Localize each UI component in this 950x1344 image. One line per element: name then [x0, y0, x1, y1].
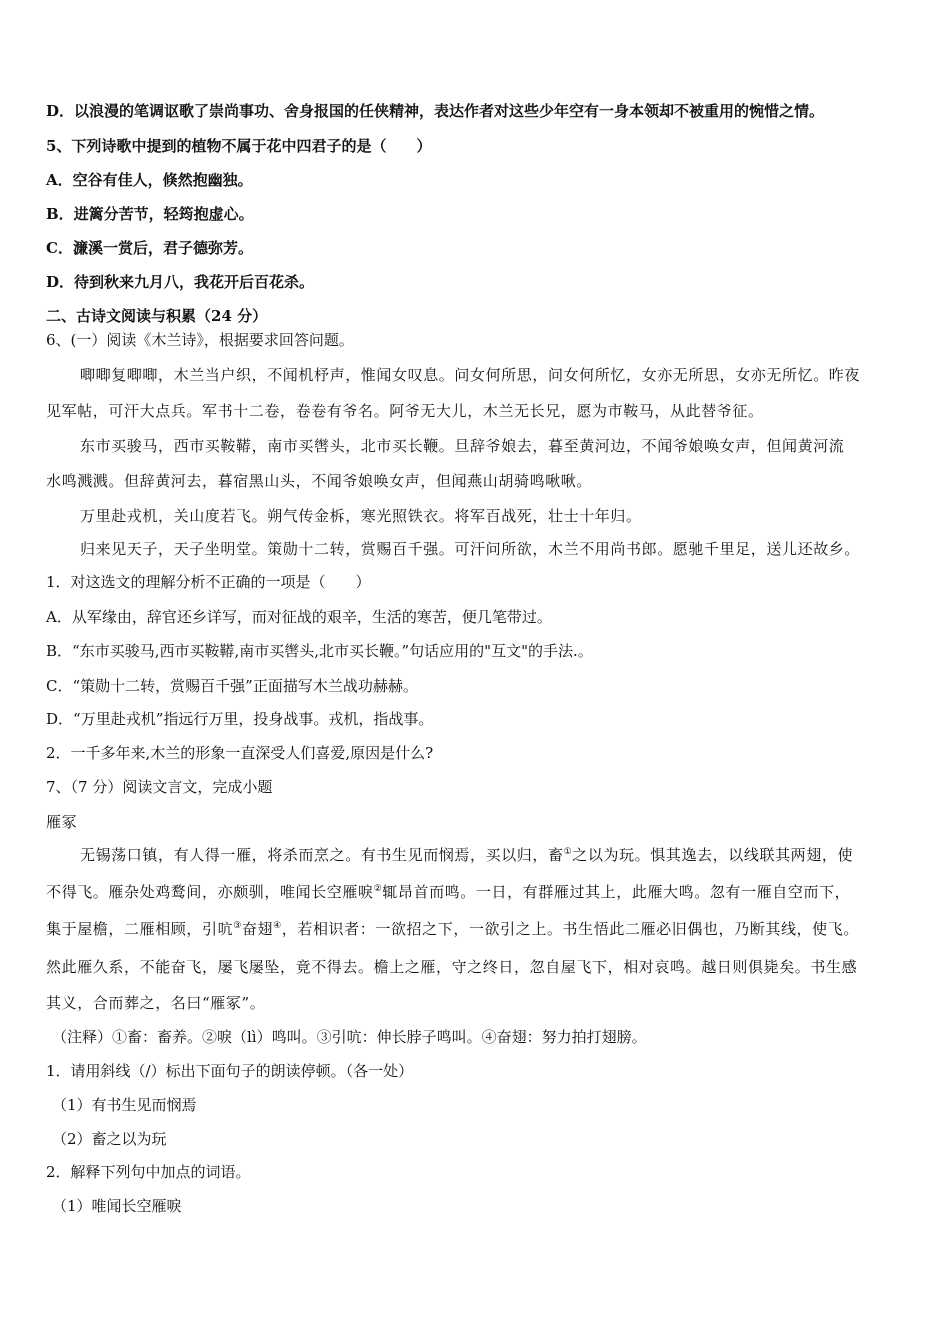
passage-title: 雁冢	[46, 813, 78, 831]
q6-stem: 6、(一）阅读《木兰诗》，根据要求回答问题。	[46, 331, 354, 349]
q7-sub1-item: （1）有书生见而悯焉	[52, 1096, 197, 1114]
q6-sub2-stem: 2．一千多年来,木兰的形象一直深受人们喜爱,原因是什么?	[46, 744, 434, 762]
note-marker: ①	[563, 847, 573, 857]
q6-sub1-option-d: D．“万里赴戎机”指远行万里，投身战事。戎机，指战事。	[46, 710, 434, 728]
poem-line: 见军帖，可汗大点兵。军书十二卷，卷卷有爷名。阿爷无大儿，木兰无长兄，愿为市鞍马，从此替爷征。	[46, 402, 764, 420]
q7-sub2-item: （1）唯闻长空雁唳	[52, 1197, 182, 1215]
section-heading: 二、古诗文阅读与积累（24 分）	[46, 307, 268, 325]
passage-line: 然此雁久系，不能奋飞，屡飞屡坠，竟不得去。檐上之雁，守之终日，忽自屋飞下，相对哀鸣。越日则俱毙矣。书生感	[46, 958, 858, 976]
poem-line: 水鸣溅溅。但辞黄河去，暮宿黑山头，不闻爷娘唤女声，但闻燕山胡骑鸣啾啾。	[46, 472, 593, 490]
passage-line: 其义，合而葬之，名曰“雁冢”。	[46, 994, 266, 1012]
passage-line: 不得飞。雁杂处鸡鹜间，亦颇驯，唯闻长空雁唳②辄昂首而鸣。一日，有群雁过其上，此雁大鸣。忽有一雁自空而下，	[46, 883, 851, 901]
note-marker: ②	[373, 884, 383, 894]
q6-sub1-option-c: C．“策勋十二转，赏赐百千强”正面描写木兰战功赫赫。	[46, 677, 418, 695]
passage-line: 集于屋檐，二雁相顾，引吭③奋翅④，若相识者：一欲招之下，一欲引之上。书生悟此二雁必旧偶也，乃断其线，使飞。	[46, 920, 859, 938]
q6-sub1-option-a: A．从军缘由，辞官还乡详写，而对征战的艰辛，生活的寒苦，便几笔带过。	[46, 608, 552, 626]
poem-line: 唧唧复唧唧，木兰当户织，不闻机杼声，惟闻女叹息。问女何所思，问女何所忆，女亦无所思，女亦无所忆。昨夜	[80, 366, 861, 384]
q5-stem: 5、下列诗歌中提到的植物不属于花中四君子的是（ ）	[46, 137, 432, 155]
q7-sub2-stem: 2．解释下列句中加点的词语。	[46, 1163, 251, 1181]
q5-option-d: D．待到秋来九月八，我花开后百花杀。	[46, 273, 315, 291]
q7-sub1-stem: 1．请用斜线（/）标出下面句子的朗读停顿。（各一处）	[46, 1062, 414, 1080]
q6-sub1-stem: 1．对这选文的理解分析不正确的一项是（ ）	[46, 573, 371, 591]
q5-option-b: B．进篱分苦节，轻筠抱虚心。	[46, 205, 254, 223]
q7-stem: 7、（7 分）阅读文言文，完成小题	[46, 778, 273, 796]
poem-line: 东市买骏马，西市买鞍鞯，南市买辔头，北市买长鞭。旦辞爷娘去，暮至黄河边，不闻爷娘唤女声，但闻黄河流	[80, 437, 845, 455]
note-marker: ③	[233, 921, 242, 931]
passage-line: 无锡荡口镇，有人得一雁，将杀而烹之。有书生见而悯焉，买以归，畜①之以为玩。惧其逸去，以线联其两翅，使	[80, 846, 854, 864]
q5-option-a: A．空谷有佳人，倏然抱幽独。	[46, 171, 253, 189]
q4-option-d: D．以浪漫的笔调讴歌了崇尚事功、舍身报国的任侠精神，表达作者对这些少年空有一身本领却不被重用的惋惜之情。	[46, 102, 825, 120]
poem-line: 归来见天子，天子坐明堂。策勋十二转，赏赐百千强。可汗问所欲，木兰不用尚书郎。愿驰千里足，送儿还故乡。	[80, 540, 861, 558]
note-marker: ④	[273, 921, 282, 931]
q6-sub1-option-b: B．“东市买骏马,西市买鞍鞯,南市买辔头,北市买长鞭。”句话应用的"互文"的手法.。	[46, 642, 593, 660]
annotation-notes: （注释）①畜：畜养。②唳（lì）鸣叫。③引吭：伸长脖子鸣叫。④奋翅：努力拍打翅膀。	[52, 1028, 647, 1046]
q5-option-c: C．濂溪一赏后，君子德弥芳。	[46, 239, 253, 257]
q7-sub1-item: （2）畜之以为玩	[52, 1130, 167, 1148]
poem-line: 万里赴戎机，关山度若飞。朔气传金柝，寒光照铁衣。将军百战死，壮士十年归。	[80, 507, 642, 525]
